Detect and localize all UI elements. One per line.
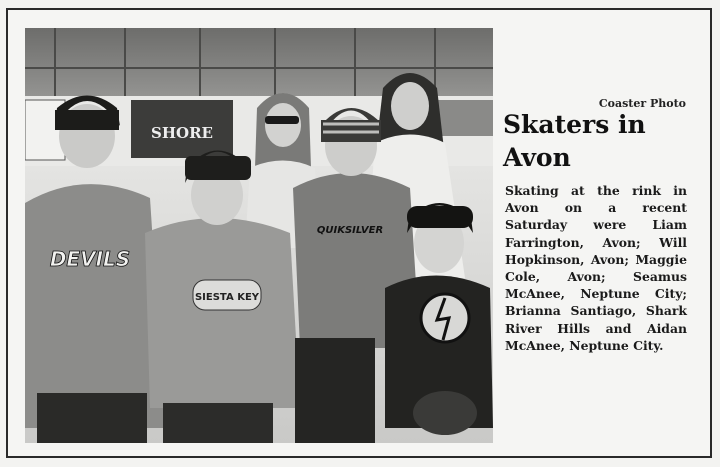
photo-caption: Skating at the rink in Avon on a recent Saturday were Liam Farrington, Avon; Will Hopkinson, Avon; Maggie Cole, Avon; Seamus McAnee, Neptune City; Brianna Santiago, Shark River Hills and Aidan McAnee, Neptune City. — [505, 183, 687, 353]
headline: Skaters in Avon — [503, 110, 646, 172]
quiksilver-text: QUIKSILVER — [316, 225, 384, 236]
skaters-photo — [25, 28, 493, 443]
siesta-key-text: SIESTA KEY — [194, 292, 260, 303]
sign-shore-text: SHORE — [151, 124, 213, 142]
devils-logo-text: DEVILS — [49, 247, 131, 271]
photo-credit: Coaster Photo — [598, 97, 686, 110]
